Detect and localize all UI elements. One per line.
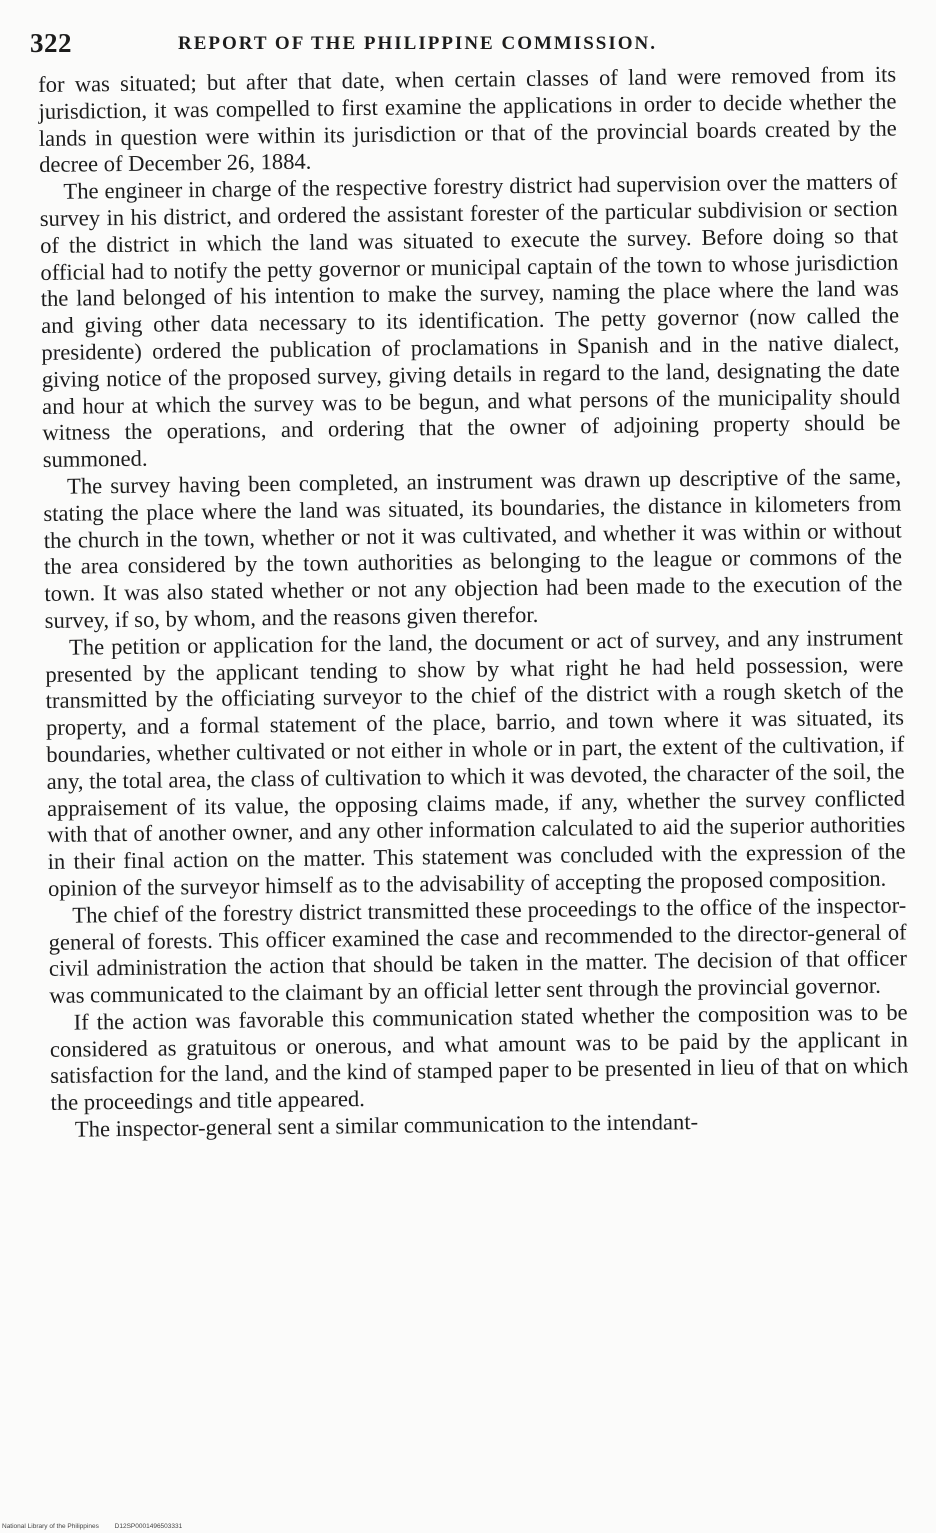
- paragraph: The engineer in charge of the respective forestry district had supervision over the matters of survey in his district, and ordered the assistant forester of the particular subdivision or section of the district in which the land was situated to execute the survey. Before doing so that official had to notify the petty governor or municipal captain of the town to whose jurisdiction the land belonged of his intention to make the survey, naming the place where the land was and giving other data necessary to its identification. The petty governor (now called the presidente) ordered the publication of proclamations in Spanish and in the native dialect, giving notice of the proposed survey, giving details in regard to the land, designating the date and hour at which the survey was to be begun, and what persons of the municipality should witness the operations, and ordering that the owner of adjoining property should be summoned.: [39, 168, 901, 473]
- paragraph: The petition or application for the land, the document or act of survey, and any instrument presented by the applicant tending to show by what right he had held possession, were transmitted by the officiating surveyor to the chief of the district with a rough sketch of the property, and a formal statement of the place, barrio, and town where it was situated, its boundaries, whether cultivated or not either in whole or in part, the extent of the cultivation, if any, the total area, the class of cultivation to which it was devoted, the character of the soil, the appraisement of its value, the opposing claims made, if any, whether the survey conflicted with that of another owner, and any other information calculated to aid the superior authorities in their final action on the matter. This statement was concluded with the expression of the opinion of the surveyor himself as to the advisability of accepting the proposed composition.: [45, 624, 906, 901]
- running-head: [30, 28, 900, 64]
- library-credit: National Library of the Philippines: [2, 1523, 99, 1530]
- paragraph: The survey having been completed, an instrument was drawn up descriptive of the same, stating the place where the land was situated, its boundaries, the distance in kilometers from the church in the town, whether or not it was cultivated, and whether it was within or without the area considered by the town authorities as belonging to the league or commons of the town. It was also stated whether or not any objection had been made to the execution of the survey, if so, by whom, and the reasons given therefor.: [43, 463, 903, 633]
- body-text: [38, 62, 909, 1144]
- page-number: 322: [30, 28, 72, 58]
- paragraph: The inspector-general sent a similar communication to the intendant-: [74, 1109, 699, 1142]
- paragraph: The chief of the forestry district transmitted these proceedings to the office of the inspector-general of forests. This officer examined the case and recommended to the director-general of civil administration the action that should be taken in the matter. The decision of that officer was communicated to the claimant by an official letter sent through the provincial governor.: [48, 892, 908, 1009]
- paragraph: If the action was favorable this communication stated whether the composition was to be considered as gratuitous or onerous, and what amount was to be paid by the applicant in satisfaction for the land, and the kind of stamped paper to be presented in lieu of that on which the proceedings and title appeared.: [49, 999, 909, 1116]
- running-title: REPORT OF THE PHILIPPINE COMMISSION.: [178, 33, 658, 54]
- scan-footer: [2, 1523, 196, 1530]
- scan-id: D12SP0001496503331: [114, 1523, 183, 1530]
- paragraph: for was situated; but after that date, when certain classes of land were removed from its jurisdiction, it was compelled to first examine the applications in order to decide whether the lands in question were within its jurisdiction or that of the provincial boards created by the decree of December 26, 1884.: [38, 61, 897, 178]
